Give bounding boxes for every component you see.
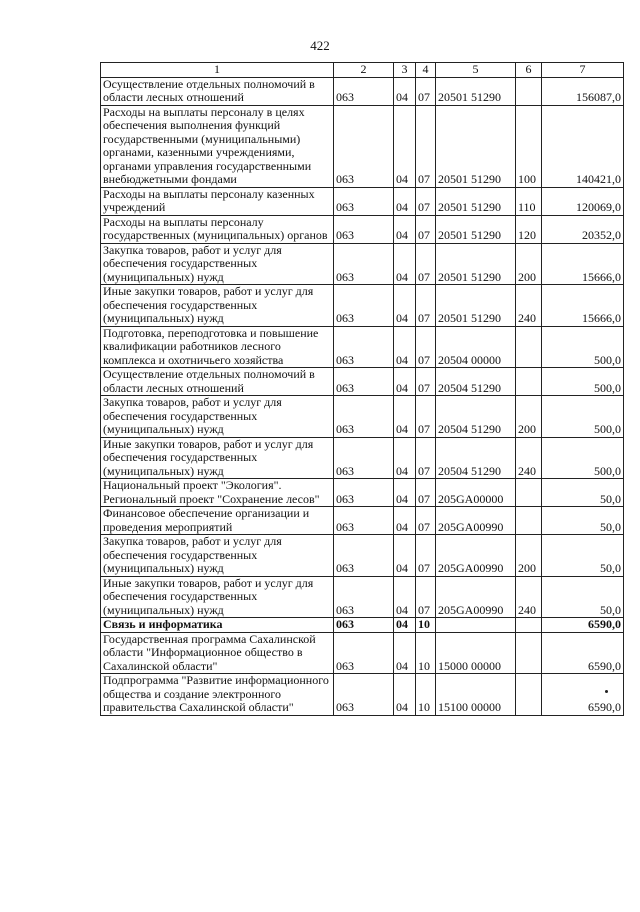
- row-description: Закупка товаров, работ и услуг для обеспечения государственных (муниципальных) нужд: [101, 535, 334, 577]
- cell-col-5: 20501 51290: [436, 105, 516, 187]
- cell-col-5: 20504 51290: [436, 368, 516, 396]
- cell-col-4: 07: [416, 437, 436, 479]
- cell-col-3: 04: [394, 535, 416, 577]
- cell-col-5: 205GA00990: [436, 535, 516, 577]
- table-row: [101, 479, 624, 507]
- table-row: [101, 576, 624, 618]
- cell-col-3: 04: [394, 396, 416, 438]
- cell-col-6: [516, 77, 542, 105]
- cell-col-6: 120: [516, 215, 542, 243]
- table-row: [101, 535, 624, 577]
- cell-col-3: 04: [394, 187, 416, 215]
- table-row: [101, 674, 624, 716]
- cell-col-5: 15100 00000: [436, 674, 516, 716]
- cell-col-6: 200: [516, 535, 542, 577]
- cell-col-7: 15666,0: [542, 285, 624, 327]
- cell-col-5: [436, 618, 516, 633]
- cell-col-2: 063: [334, 243, 394, 285]
- cell-col-2: 063: [334, 535, 394, 577]
- cell-col-7: 120069,0: [542, 187, 624, 215]
- cell-col-6: 110: [516, 187, 542, 215]
- cell-col-6: [516, 674, 542, 716]
- cell-col-3: 04: [394, 243, 416, 285]
- table-row: [101, 77, 624, 105]
- cell-col-4: 07: [416, 215, 436, 243]
- cell-col-6: [516, 368, 542, 396]
- cell-col-2: 063: [334, 105, 394, 187]
- cell-col-5: 20501 51290: [436, 285, 516, 327]
- cell-col-6: 240: [516, 437, 542, 479]
- cell-col-6: [516, 618, 542, 633]
- row-description: Осуществление отдельных полномочий в области лесных отношений: [101, 77, 334, 105]
- column-header-3: 3: [394, 63, 416, 78]
- cell-col-3: 04: [394, 479, 416, 507]
- cell-col-2: 063: [334, 77, 394, 105]
- cell-col-5: 205GA00000: [436, 479, 516, 507]
- cell-col-3: 04: [394, 105, 416, 187]
- cell-col-4: 10: [416, 632, 436, 674]
- row-description: Подпрограмма "Развитие информационного общества и создание электронного правительства Сахалинской области": [101, 674, 334, 716]
- row-description: Связь и информатика: [101, 618, 334, 633]
- cell-col-7: 50,0: [542, 535, 624, 577]
- cell-col-3: 04: [394, 368, 416, 396]
- cell-col-2: 063: [334, 507, 394, 535]
- cell-col-4: 07: [416, 187, 436, 215]
- column-header-6: 6: [516, 63, 542, 78]
- cell-col-2: 063: [334, 368, 394, 396]
- cell-col-7: 156087,0: [542, 77, 624, 105]
- table-row: [101, 215, 624, 243]
- table-row: [101, 632, 624, 674]
- scan-speck: [605, 690, 608, 693]
- cell-col-4: 07: [416, 479, 436, 507]
- cell-col-3: 04: [394, 285, 416, 327]
- cell-col-7: 6590,0: [542, 632, 624, 674]
- cell-col-2: 063: [334, 576, 394, 618]
- column-header-1: 1: [101, 63, 334, 78]
- table-header-row: [101, 63, 624, 78]
- column-header-2: 2: [334, 63, 394, 78]
- table-row: [101, 618, 624, 633]
- cell-col-5: 20501 51290: [436, 243, 516, 285]
- cell-col-3: 04: [394, 326, 416, 368]
- table-row: [101, 396, 624, 438]
- cell-col-5: 20501 51290: [436, 187, 516, 215]
- row-description: Закупка товаров, работ и услуг для обеспечения государственных (муниципальных) нужд: [101, 243, 334, 285]
- cell-col-7: 500,0: [542, 437, 624, 479]
- cell-col-6: 240: [516, 576, 542, 618]
- column-header-7: 7: [542, 63, 624, 78]
- table-row: [101, 285, 624, 327]
- cell-col-4: 07: [416, 77, 436, 105]
- cell-col-4: 07: [416, 285, 436, 327]
- cell-col-5: 205GA00990: [436, 507, 516, 535]
- row-description: Расходы на выплаты персоналу в целях обеспечения выполнения функций государственными (муниципальными) органами, казенными учреждениями, органами управления государственными внебюджетными фондами: [101, 105, 334, 187]
- cell-col-7: 500,0: [542, 396, 624, 438]
- table-row: [101, 105, 624, 187]
- cell-col-2: 063: [334, 187, 394, 215]
- table-row: [101, 243, 624, 285]
- row-description: Национальный проект "Экология". Региональный проект "Сохранение лесов": [101, 479, 334, 507]
- cell-col-6: 100: [516, 105, 542, 187]
- cell-col-2: 063: [334, 632, 394, 674]
- cell-col-6: [516, 507, 542, 535]
- cell-col-3: 04: [394, 618, 416, 633]
- cell-col-3: 04: [394, 77, 416, 105]
- cell-col-6: 200: [516, 396, 542, 438]
- cell-col-3: 04: [394, 215, 416, 243]
- table-row: [101, 437, 624, 479]
- cell-col-7: 6590,0: [542, 674, 624, 716]
- cell-col-4: 10: [416, 674, 436, 716]
- cell-col-7: 6590,0: [542, 618, 624, 633]
- cell-col-7: 50,0: [542, 507, 624, 535]
- cell-col-6: 200: [516, 243, 542, 285]
- cell-col-7: 20352,0: [542, 215, 624, 243]
- cell-col-4: 07: [416, 368, 436, 396]
- cell-col-6: 240: [516, 285, 542, 327]
- cell-col-5: 205GA00990: [436, 576, 516, 618]
- cell-col-7: 500,0: [542, 326, 624, 368]
- cell-col-2: 063: [334, 674, 394, 716]
- cell-col-5: 20501 51290: [436, 215, 516, 243]
- cell-col-4: 07: [416, 535, 436, 577]
- cell-col-6: [516, 326, 542, 368]
- cell-col-2: 063: [334, 215, 394, 243]
- table-row: [101, 326, 624, 368]
- cell-col-3: 04: [394, 576, 416, 618]
- cell-col-7: 500,0: [542, 368, 624, 396]
- cell-col-5: 20504 00000: [436, 326, 516, 368]
- page-number: 422: [310, 38, 330, 53]
- row-description: Иные закупки товаров, работ и услуг для обеспечения государственных (муниципальных) нужд: [101, 285, 334, 327]
- cell-col-7: 140421,0: [542, 105, 624, 187]
- cell-col-3: 04: [394, 674, 416, 716]
- cell-col-4: 07: [416, 105, 436, 187]
- row-description: Расходы на выплаты персоналу государственных (муниципальных) органов: [101, 215, 334, 243]
- cell-col-3: 04: [394, 437, 416, 479]
- cell-col-5: 20501 51290: [436, 77, 516, 105]
- row-description: Подготовка, переподготовка и повышение квалификации работников лесного комплекса и охотничьего хозяйства: [101, 326, 334, 368]
- cell-col-2: 063: [334, 479, 394, 507]
- cell-col-6: [516, 479, 542, 507]
- row-description: Иные закупки товаров, работ и услуг для обеспечения государственных (муниципальных) нужд: [101, 576, 334, 618]
- cell-col-4: 07: [416, 507, 436, 535]
- cell-col-7: 50,0: [542, 479, 624, 507]
- cell-col-2: 063: [334, 437, 394, 479]
- cell-col-7: 50,0: [542, 576, 624, 618]
- cell-col-2: 063: [334, 285, 394, 327]
- column-header-4: 4: [416, 63, 436, 78]
- cell-col-4: 07: [416, 326, 436, 368]
- cell-col-2: 063: [334, 326, 394, 368]
- row-description: Иные закупки товаров, работ и услуг для обеспечения государственных (муниципальных) нужд: [101, 437, 334, 479]
- row-description: Расходы на выплаты персоналу казенных учреждений: [101, 187, 334, 215]
- row-description: Осуществление отдельных полномочий в области лесных отношений: [101, 368, 334, 396]
- cell-col-4: 07: [416, 576, 436, 618]
- cell-col-5: 20504 51290: [436, 396, 516, 438]
- cell-col-2: 063: [334, 618, 394, 633]
- cell-col-3: 04: [394, 507, 416, 535]
- cell-col-4: 07: [416, 396, 436, 438]
- cell-col-3: 04: [394, 632, 416, 674]
- cell-col-5: 20504 51290: [436, 437, 516, 479]
- cell-col-2: 063: [334, 396, 394, 438]
- budget-table: [100, 62, 624, 716]
- row-description: Закупка товаров, работ и услуг для обеспечения государственных (муниципальных) нужд: [101, 396, 334, 438]
- table-row: [101, 507, 624, 535]
- cell-col-5: 15000 00000: [436, 632, 516, 674]
- cell-col-4: 07: [416, 243, 436, 285]
- cell-col-7: 15666,0: [542, 243, 624, 285]
- row-description: Государственная программа Сахалинской области "Информационное общество в Сахалинской области": [101, 632, 334, 674]
- table-row: [101, 368, 624, 396]
- table-row: [101, 187, 624, 215]
- cell-col-4: 10: [416, 618, 436, 633]
- cell-col-6: [516, 632, 542, 674]
- row-description: Финансовое обеспечение организации и проведения мероприятий: [101, 507, 334, 535]
- column-header-5: 5: [436, 63, 516, 78]
